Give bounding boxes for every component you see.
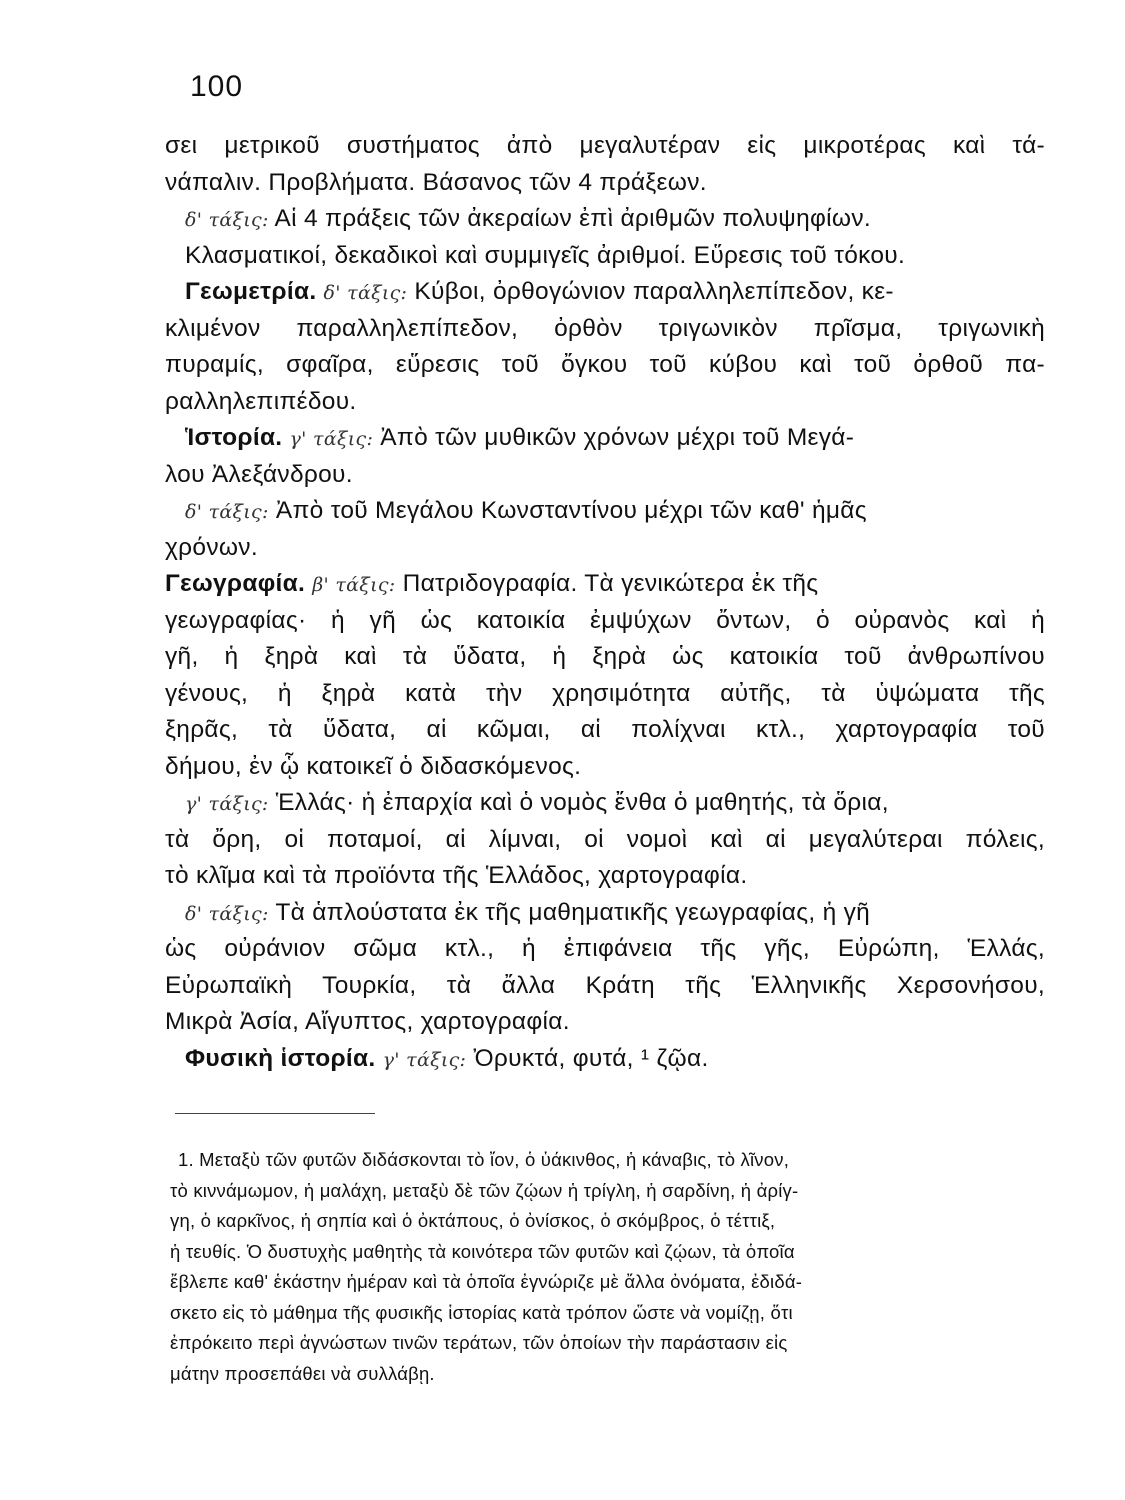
class-label: δ' τάξις:	[185, 209, 269, 231]
line-text: Κύβοι, ὀρθογώνιον παραλληλεπίπεδον, κε-	[414, 278, 894, 305]
text-line	[165, 274, 1045, 311]
text-line	[165, 420, 1045, 457]
text-line: γεωγραφίας· ἡ γῆ ὡς κατοικία ἐμψύχων ὄντων, ὁ οὐρανὸς καὶ ἡ	[165, 606, 1045, 634]
class-label: δ' τάξις:	[185, 501, 269, 523]
section-heading-geometry: Γεωμετρία.	[185, 278, 317, 305]
footnote-line: γη, ὁ καρκῖνος, ἡ σηπία καὶ ὁ ὀκτάπους, ὁ ὀνίσκος, ὁ σκόμβρος, ὁ τέττιξ,	[170, 1210, 776, 1231]
footnote-line: 1. Μεταξὺ τῶν φυτῶν διδάσκονται τὸ ἴον, ὁ ὑάκινθος, ἡ κάναβις, τὸ λῖνον,	[178, 1149, 790, 1170]
footnote-line: ἐπρόκειτο περὶ ἀγνώστων τινῶν τεράτων, τῶν ὁποίων τὴν παράστασιν εἰς	[170, 1332, 788, 1353]
class-label: β' τάξις:	[312, 574, 396, 596]
section-heading-history: Ἱστορία.	[185, 424, 283, 451]
main-text	[165, 128, 1045, 1077]
text-line: δήμου, ἐν ᾧ κατοικεῖ ὁ διδασκόμενος.	[165, 752, 582, 780]
text-line	[165, 201, 1045, 238]
text-line	[165, 566, 1045, 603]
text-line: σει μετρικοῦ συστήματος ἀπὸ μεγαλυτέραν εἰς μικροτέρας καὶ τά-	[165, 132, 1045, 159]
footnote-line: τὸ κιννάμωμον, ἡ μαλάχη, μεταξὺ δὲ τῶν ζῴων ἡ τρίγλη, ἡ σαρδίνη, ἡ ἀρίγ-	[170, 1179, 799, 1201]
text-line: πυραμίς, σφαῖρα, εὕρεσις τοῦ ὄγκου τοῦ κύβου καὶ τοῦ ὀρθοῦ πα-	[165, 351, 1045, 378]
section-heading-geography: Γεωγραφία.	[165, 570, 306, 597]
page-number: 100	[190, 70, 244, 103]
class-label: γ' τάξις:	[185, 793, 269, 815]
text-line: Εὐρωπαϊκὴ Τουρκία, τὰ ἄλλα Κράτη τῆς Ἑλληνικῆς Χερσονήσου,	[165, 971, 1045, 999]
text-line: ὡς οὐράνιον σῶμα κτλ., ἡ ἐπιφάνεια τῆς γῆς, Εὐρώπη, Ἑλλάς,	[165, 935, 1045, 962]
line-text: Ἀπὸ τῶν μυθικῶν χρόνων μέχρι τοῦ Μεγά-	[380, 424, 855, 451]
text-line: λου Ἀλεξάνδρου.	[165, 460, 353, 488]
footnote-line: ἔβλεπε καθ' ἑκάστην ἡμέραν καὶ τὰ ὁποῖα ἐγνώριζε μὲ ἄλλα ὀνόματα, ἐδιδά-	[170, 1271, 803, 1292]
text-line: νάπαλιν. Προβλήματα. Βάσανος τῶν 4 πράξεων.	[165, 168, 707, 196]
class-label: δ' τάξις:	[323, 282, 408, 304]
text-line	[165, 895, 1045, 932]
footnote	[170, 1145, 1045, 1389]
text-line: γῆ, ἡ ξηρὰ καὶ τὰ ὕδατα, ἡ ξηρὰ ὡς κατοικία τοῦ ἀνθρωπίνου	[165, 643, 1045, 670]
text-line: ξηρᾶς, τὰ ὕδατα, αἱ κῶμαι, αἱ πολίχναι κτλ., χαρτογραφία τοῦ	[165, 716, 1045, 743]
line-text: Ἀπὸ τοῦ Μεγάλου Κωνσταντίνου μέχρι τῶν καθ' ἡμᾶς	[275, 497, 867, 524]
text-line: γένους, ἡ ξηρὰ κατὰ τὴν χρησιμότητα αὐτῆς, τὰ ὑψώματα τῆς	[165, 679, 1045, 707]
class-label: γ' τάξις:	[382, 1048, 467, 1071]
text-line: χρόνων.	[165, 533, 258, 561]
line-text: Ἑλλάς· ἡ ἐπαρχία καὶ ὁ νομὸς ἔνθα ὁ μαθητής, τὰ ὅρια,	[275, 789, 889, 816]
line-text: Πατριδογραφία. Τὰ γενικώτερα ἐκ τῆς	[402, 570, 819, 597]
line-text: Αἱ 4 πράξεις τῶν ἀκεραίων ἐπὶ ἀριθμῶν πολυψηφίων.	[274, 205, 872, 232]
class-label: γ' τάξις:	[289, 428, 374, 450]
text-line: Κλασματικοί, δεκαδικοὶ καὶ συμμιγεῖς ἀριθμοί. Εὕρεσις τοῦ τόκου.	[185, 241, 906, 269]
footnote-separator	[175, 1113, 375, 1114]
text-line	[165, 1041, 1045, 1078]
footnote-line: ἡ τευθίς. Ὁ δυστυχὴς μαθητὴς τὰ κοινότερα τῶν φυτῶν καὶ ζῴων, τὰ ὁποῖα	[170, 1240, 795, 1262]
line-text: Τὰ ἁπλούστατα ἐκ τῆς μαθηματικῆς γεωγραφίας, ἡ γῆ	[275, 898, 871, 926]
text-line	[165, 785, 1045, 822]
text-line: ραλληλεπιπέδου.	[165, 387, 357, 415]
footnote-line: σκετο εἰς τὸ μάθημα τῆς φυσικῆς ἱστορίας κατὰ τρόπον ὥστε νὰ νομίζῃ, ὅτι	[170, 1301, 793, 1323]
text-line	[165, 493, 1045, 530]
section-heading-natural-history: Φυσικὴ ἱστορία.	[185, 1044, 376, 1072]
text-line: τὰ ὄρη, οἱ ποταμοί, αἱ λίμναι, οἱ νομοὶ καὶ αἱ μεγαλύτεραι πόλεις,	[165, 825, 1045, 853]
class-label: δ' τάξις:	[185, 902, 269, 925]
text-line: τὸ κλῖμα καὶ τὰ προϊόντα τῆς Ἑλλάδος, χαρτογραφία.	[165, 862, 748, 889]
line-text: Ὀρυκτά, φυτά, ¹ ζῷα.	[473, 1044, 709, 1072]
text-line: κλιμένον παραλληλεπίπεδον, ὀρθὸν τριγωνικὸν πρῖσμα, τριγωνικὴ	[165, 314, 1045, 342]
text-line: Μικρὰ Ἀσία, Αἴγυπτος, χαρτογραφία.	[165, 1008, 570, 1035]
footnote-line: μάτην προσεπάθει νὰ συλλάβῃ.	[170, 1362, 435, 1384]
